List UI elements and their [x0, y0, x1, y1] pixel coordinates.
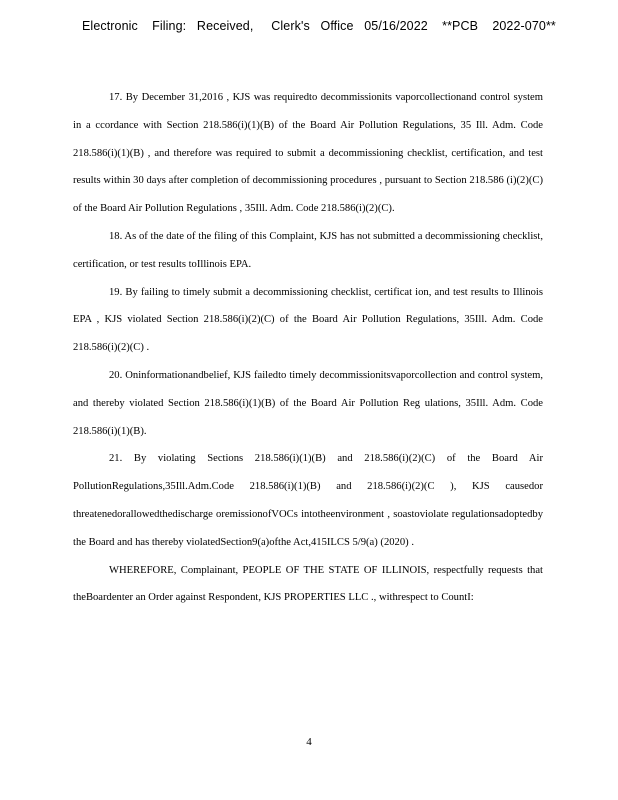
page-number: 4 — [306, 736, 312, 748]
paragraph-17: 17. By December 31,2016 , KJS was requiredto decommissionits vaporcollectionand control system in a ccordance with Section 218.586(i)(1)(B) of the Board Air Pollution Regulations, 35 Ill. Adm. Code 218.586(i)(1)(B) , and therefore was required to submit a decommissioning checklist, certification, and test results within 30 days after completion of decommissioning procedures , pursuant to Section 218.586 (i)(2)(C) of the Board Air Pollution Regulations , 35Ill. Adm. Code 218.586(i)(2)(C). — [73, 92, 543, 215]
wherefore-paragraph: WHEREFORE, Complainant, PEOPLE OF THE STATE OF ILLINOIS, respectfully requests that theBoardenter an Order against Respondent, KJS PROPERTIES LLC ., withrespect to CountI: — [73, 564, 543, 604]
paragraph-18: 18. As of the date of the filing of this Complaint, KJS has not submitted a decommissioning checklist, certification, or test results toIllinois EPA. — [73, 230, 543, 270]
paragraph-20: 20. Oninformationandbelief, KJS failedto timely decommissionitsvaporcollection and control system, and thereby violated Section 218.586(i)(1)(B) of the Board Air Pollution Reg ulations, 35Ill. Adm. Code 218.586(i)(1)(B). — [73, 369, 543, 437]
document-body — [73, 84, 543, 612]
paragraph-19: 19. By failing to timely submit a decommissioning checklist, certificat ion, and test results to Illinois EPA , KJS violated Section 218.586(i)(2)(C) of the Board Air Pollution Regulations, 35Ill. Adm. Code 218.586(i)(2)(C) . — [73, 286, 543, 354]
efiling-header: Electronic Filing: Received, Clerk's Office 05/16/2022 **PCB 2022-070** — [82, 19, 556, 33]
paragraph-21: 21. By violating Sections 218.586(i)(1)(B) and 218.586(i)(2)(C) of the Board Air PollutionRegulations,35Ill.Adm.Code 218.586(i)(1)(B) and 218.586(i)(2)(C ), KJS causedor threatenedorallowedthedischarge oremissionofVOCs intotheenvironment , soastoviolate regulationsadoptedby the Board and has thereby violatedSection9(a)ofthe Act,415ILCS 5/9(a) (2020) . — [73, 453, 543, 548]
